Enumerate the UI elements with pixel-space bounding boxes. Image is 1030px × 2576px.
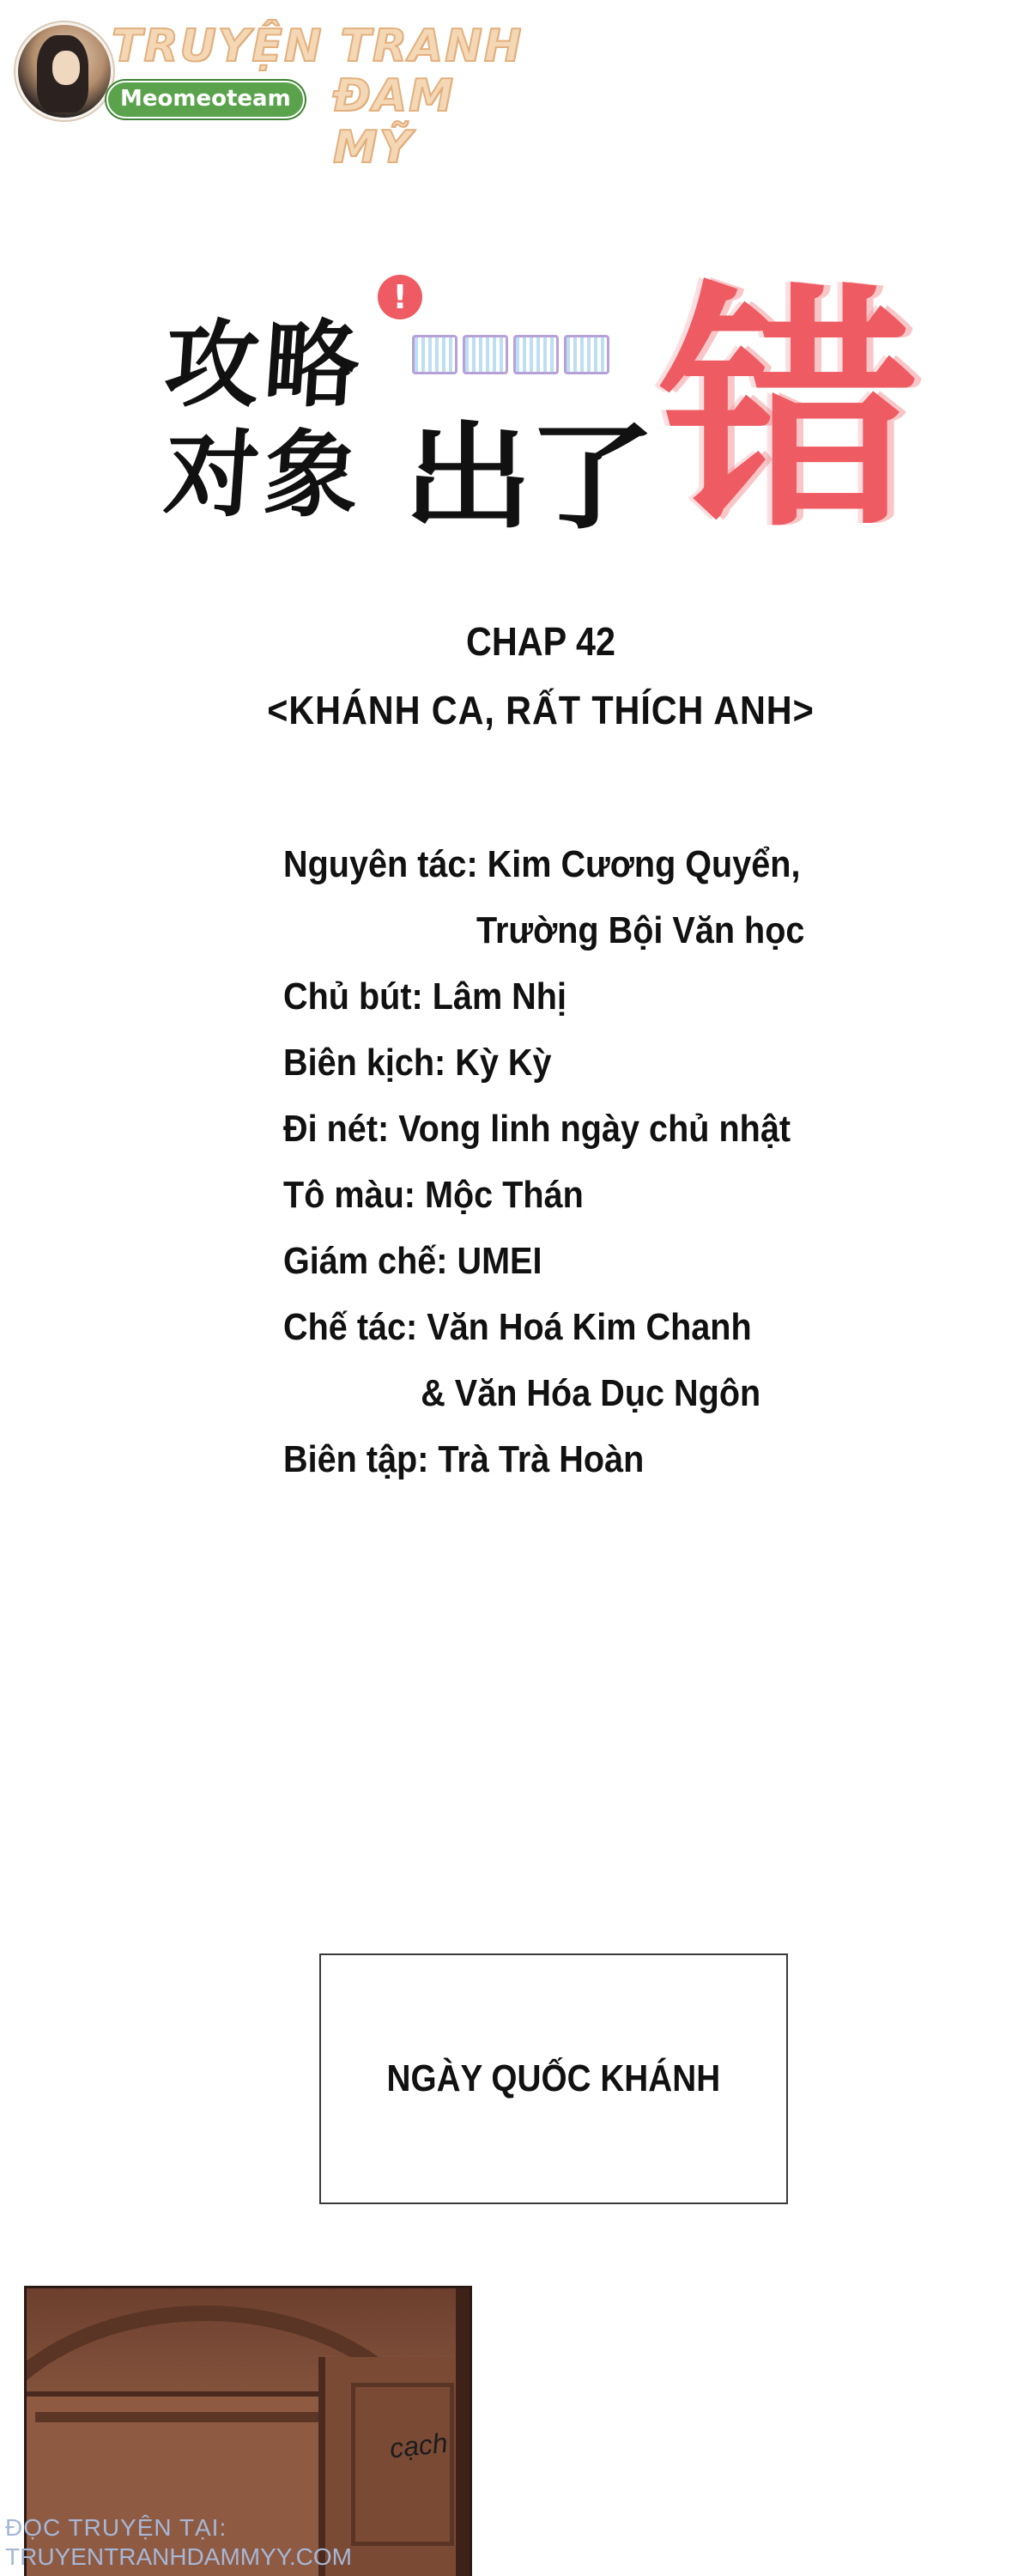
credits-list [283, 831, 901, 1492]
credit-text: Biên kịch: Kỳ Kỳ [283, 1042, 552, 1084]
credit-text: & Văn Hóa Dục Ngôn [421, 1372, 761, 1414]
credit-text: Đi nét: Vong linh ngày chủ nhật [283, 1108, 791, 1150]
watermark-title-line1: TRUYỆN TRANH [112, 21, 524, 72]
chapter-title: <KHÁNH CA, RẤT THÍCH ANH> [267, 688, 815, 732]
caption-text: NGÀY QUỐC KHÁNH [386, 2057, 721, 2099]
glitch-box [564, 335, 609, 374]
logo-line2: 对象 [161, 420, 368, 530]
credit-text: Trường Bội Văn học [476, 909, 805, 951]
credit-text: Tô màu: Mộc Thán [283, 1174, 584, 1216]
team-avatar [15, 22, 113, 120]
logo-line1: 攻略 [161, 310, 368, 420]
footer-watermark-line2: TRUYENTRANHDAMMYY.COM [5, 2543, 352, 2570]
credit-line [283, 1162, 901, 1228]
credit-line [283, 831, 901, 897]
sound-effect-text: cạch [388, 2427, 450, 2464]
credit-text: Chủ bút: Lâm Nhị [283, 975, 566, 1018]
logo-line3: 出了 [403, 410, 651, 546]
chapter-number: CHAP 42 [465, 619, 616, 664]
glitch-box [412, 335, 457, 374]
avatar-face [52, 51, 80, 85]
credit-text: Giám chế: UMEI [283, 1240, 542, 1282]
logo-big-char: 错 [661, 262, 918, 562]
comic-logo [154, 262, 918, 567]
credit-line [283, 1426, 901, 1492]
scene-right-wall [456, 2288, 472, 2576]
credit-line [283, 1228, 901, 1294]
watermark-title-line2: ĐAM MỸ [333, 70, 455, 173]
team-badge: Meomeoteam [106, 81, 305, 118]
credit-text: Chế tác: Văn Hoá Kim Chanh [283, 1306, 752, 1348]
site-watermark [15, 15, 530, 173]
glitch-box [513, 335, 559, 374]
caption-box [319, 1953, 788, 2204]
credit-line [283, 1360, 901, 1426]
credit-text: Biên tập: Trà Trà Hoàn [283, 1438, 645, 1480]
footer-watermark-line1: ĐỌC TRUYỆN TẠI: [5, 2514, 227, 2541]
credit-line [283, 1294, 901, 1360]
glitch-box [463, 335, 508, 374]
glitch-decoration [412, 335, 609, 369]
credit-line [283, 963, 901, 1030]
credit-text: Nguyên tác: Kim Cương Quyển, [283, 843, 801, 885]
credit-line [283, 1096, 901, 1162]
exclamation-icon: ! [378, 275, 422, 319]
door-panel [351, 2383, 454, 2546]
credit-line [283, 1030, 901, 1096]
credit-line [283, 897, 901, 963]
